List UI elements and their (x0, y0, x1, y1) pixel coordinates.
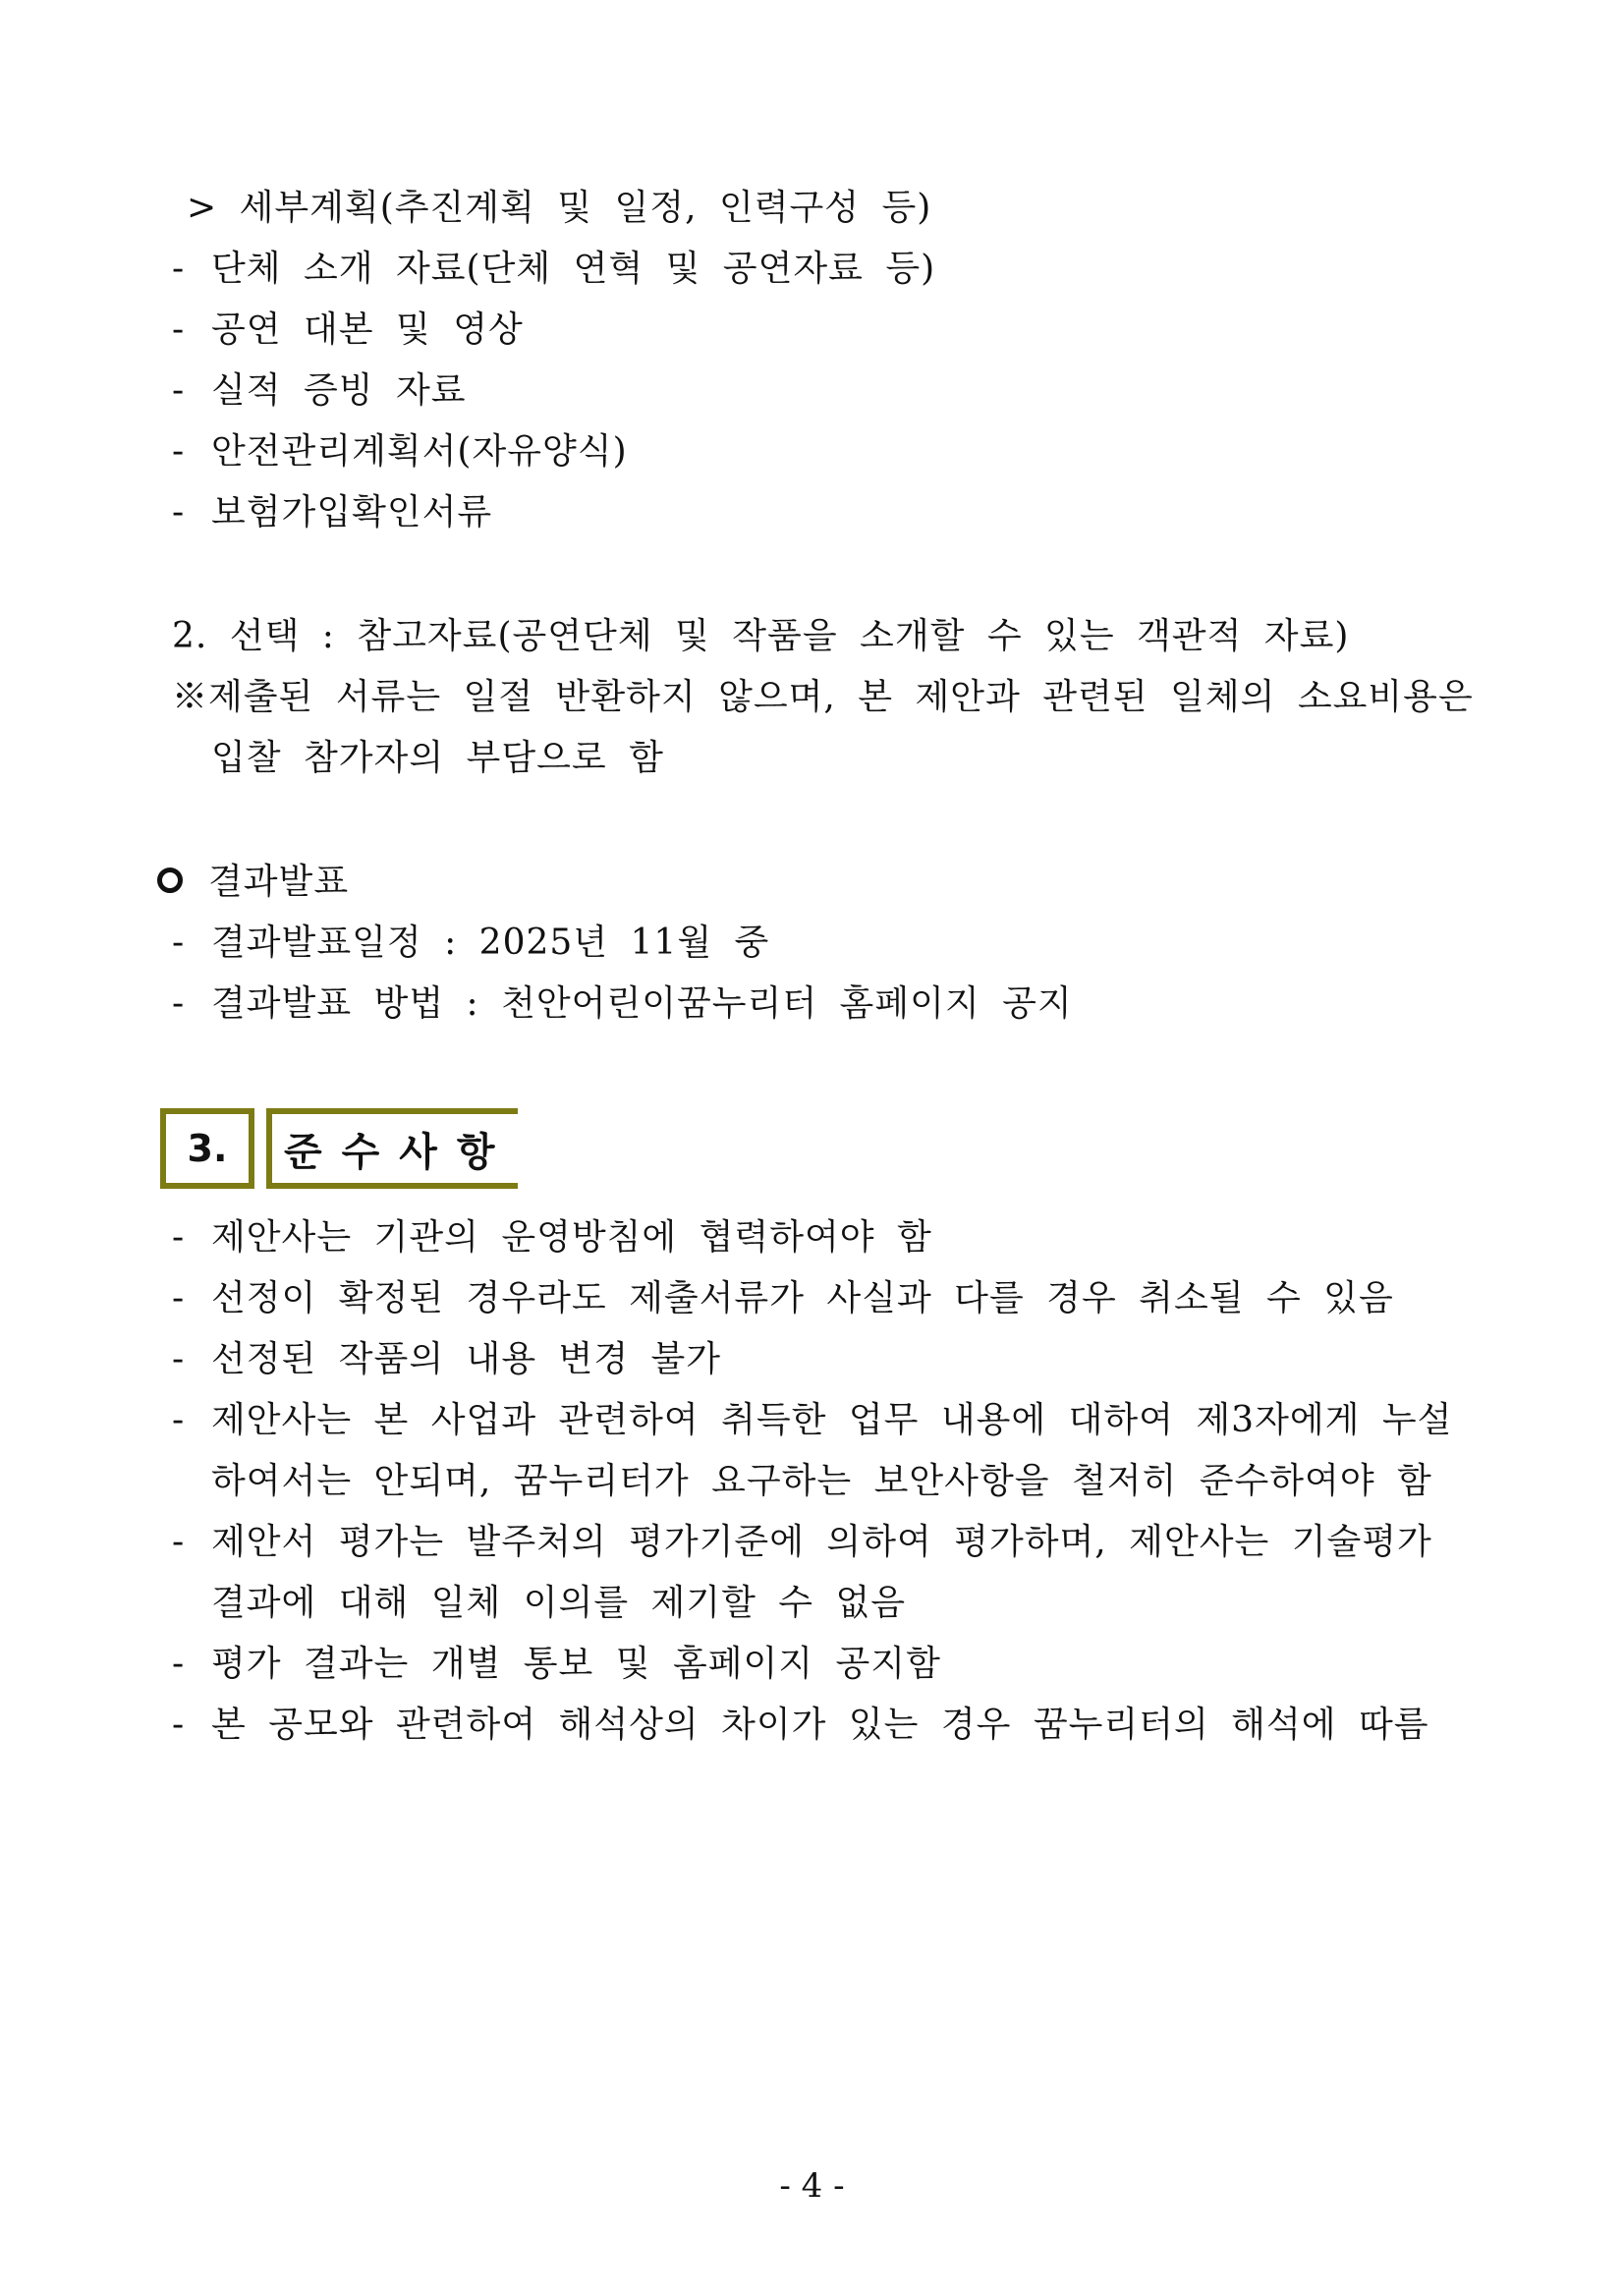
list-item-text: 본 공모와 관련하여 해석상의 차이가 있는 경우 꿈누리터의 해석에 따름 (211, 1705, 1429, 1745)
list-item: - 단체 소개 자료(단체 연혁 및 공연자료 등) (172, 249, 936, 289)
list-item-text: 보험가입확인서류 (211, 492, 493, 532)
list-item: - 결과발표일정 : 2025년 11월 중 (172, 923, 770, 963)
list-item: - 결과발표 방법 : 천안어린이꿈누리터 홈페이지 공지 (172, 983, 1073, 1024)
list-item-text: 결과발표일정 : 2025년 11월 중 (211, 923, 770, 963)
list-item-text: 제안사는 본 사업과 관련하여 취득한 업무 내용에 대하여 제3자에게 누설 (211, 1400, 1453, 1440)
list-item-text: 실적 증빙 자료 (211, 370, 467, 411)
list-item-text: 결과발표 방법 : 천안어린이꿈누리터 홈페이지 공지 (211, 983, 1073, 1024)
list-item: - 제안사는 본 사업과 관련하여 취득한 업무 내용에 대하여 제3자에게 누설 (172, 1400, 1453, 1440)
list-item-continued: 하여서는 안되며, 꿈누리터가 요구하는 보안사항을 철저히 준수하여야 함 (211, 1461, 1432, 1501)
section-title: 준수사항 (266, 1108, 518, 1189)
list-item-continued: 결과에 대해 일체 이의를 제기할 수 없음 (211, 1583, 907, 1623)
list-item-text: 안전관리계획서(자유양식) (211, 431, 628, 472)
circle-bullet-icon (157, 868, 183, 893)
list-item: - 실적 증빙 자료 (172, 370, 467, 411)
list-item: - 본 공모와 관련하여 해석상의 차이가 있는 경우 꿈누리터의 해석에 따름 (172, 1705, 1429, 1745)
list-item-text: 제안사는 기관의 운영방침에 협력하여야 함 (211, 1217, 932, 1258)
section-number: 3. (160, 1108, 254, 1189)
list-item: - 보험가입확인서류 (172, 492, 493, 532)
sub-item-detail-plan: > 세부계획(추진계획 및 일정, 인력구성 등) (187, 188, 932, 228)
notice-line: ※제출된 서류는 일절 반환하지 않으며, 본 제안과 관련된 일체의 소요비용은 (172, 677, 1474, 717)
list-item: - 제안사는 기관의 운영방침에 협력하여야 함 (172, 1217, 932, 1258)
page-number: - 4 - (779, 2166, 845, 2206)
notice-line-continued: 입찰 참가자의 부담으로 함 (211, 738, 664, 778)
list-item: - 평가 결과는 개별 통보 및 홈페이지 공지함 (172, 1644, 941, 1684)
list-item: - 선정이 확정된 경우라도 제출서류가 사실과 다를 경우 취소될 수 있음 (172, 1278, 1394, 1318)
list-item: - 선정된 작품의 내용 변경 불가 (172, 1339, 722, 1379)
list-item: - 제안서 평가는 발주처의 평가기준에 의하여 평가하며, 제안사는 기술평가 (172, 1522, 1432, 1562)
list-item-text: 단체 소개 자료(단체 연혁 및 공연자료 등) (211, 249, 936, 289)
list-item-text: 공연 대본 및 영상 (211, 309, 524, 350)
result-heading: 결과발표 (208, 862, 350, 902)
list-item-text: 선정이 확정된 경우라도 제출서류가 사실과 다를 경우 취소될 수 있음 (211, 1278, 1394, 1318)
list-item-text: 선정된 작품의 내용 변경 불가 (211, 1339, 722, 1379)
list-item: - 공연 대본 및 영상 (172, 309, 524, 350)
list-item: - 안전관리계획서(자유양식) (172, 431, 628, 472)
list-item-text: 제안서 평가는 발주처의 평가기준에 의하여 평가하며, 제안사는 기술평가 (211, 1522, 1432, 1562)
optional-materials-line: 2. 선택 : 참고자료(공연단체 및 작품을 소개할 수 있는 객관적 자료) (172, 616, 1350, 656)
list-item-text: 평가 결과는 개별 통보 및 홈페이지 공지함 (211, 1644, 941, 1684)
